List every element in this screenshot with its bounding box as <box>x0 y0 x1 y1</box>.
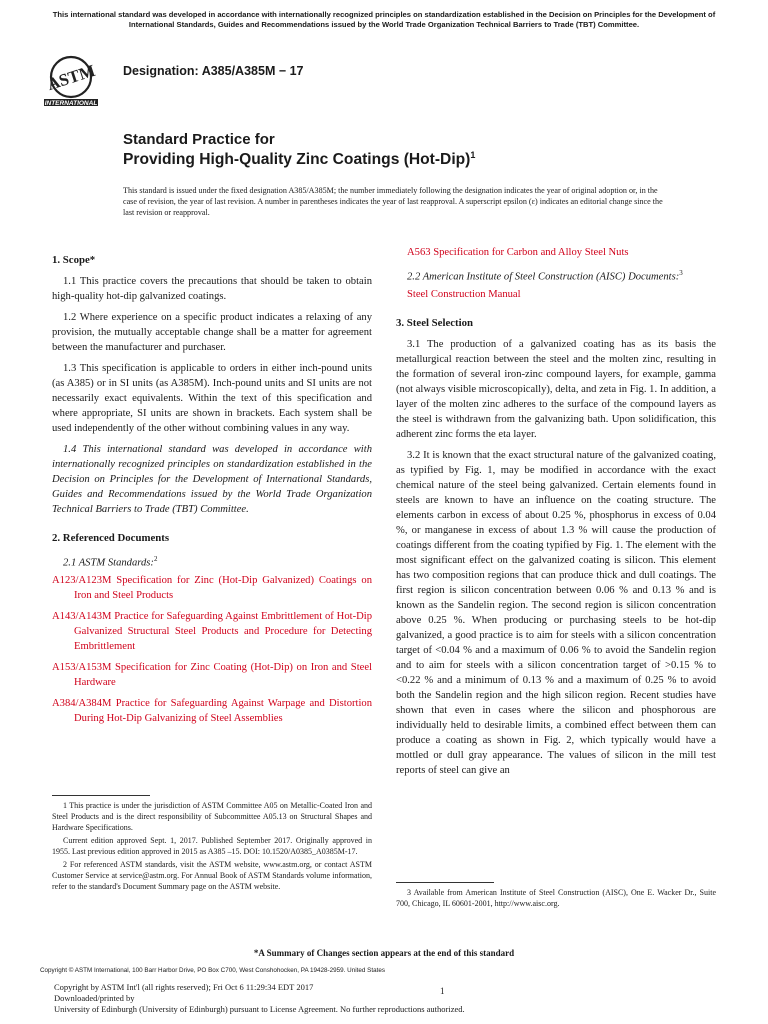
steel-3-1: 3.1 The production of a galvanized coating has as its basis the metallurgical reaction between the steel and the molten zinc, resulting in the formation of several iron-zinc compound layers, for example, gamma (not always visible microscopically), delta, and zeta in Fig. 1. In addition, a layer of the molten zinc adheres to the surface of the compound layers as the steel is withdrawn from the galvanizing bath. Upon solidification, this adherent zinc forms the eta layer. <box>396 338 716 440</box>
right-column <box>396 245 716 784</box>
scope-heading: 1. Scope* <box>52 254 96 266</box>
download-line-1: Copyright by ASTM Int'l (all rights reserved); Fri Oct 6 11:29:34 EDT 2017 <box>54 982 314 992</box>
copyright: Copyright © ASTM International, 100 Barr Harbor Drive, PO Box C700, West Conshohocken, PA 19428-2959. United States <box>40 967 385 974</box>
ref-a153[interactable]: A153/A153M Specification for Zinc Coating (Hot-Dip) on Iron and Steel Hardware <box>52 661 372 688</box>
ref-a123[interactable]: A123/A123M Specification for Zinc (Hot-Dip Galvanized) Coatings on Iron and Steel Products <box>52 574 372 601</box>
title-footnote-ref[interactable]: 1 <box>470 150 476 160</box>
ref-a384[interactable]: A384/A384M Practice for Safeguarding Against Warpage and Distortion During Hot-Dip Galvanizing of Steel Assemblies <box>52 697 372 724</box>
scope-1-3: 1.3 This specification is applicable to orders in either inch-pound units (as A385) or in SI units (as A385M). Inch-pound units and SI units are not necessarily exact equivalents. Within the text of this specification and where appropriate, SI units are shown in brackets. Each system shall be used independently of the other without combining values in any way. <box>52 363 372 434</box>
footnote-1-edition: Current edition approved Sept. 1, 2017. Published September 2017. Originally approved in 1955. Last previous edition approved in 2015 as A385 –15. DOI: 10.1520/A0385_A0385M-17. <box>52 836 372 856</box>
steel-3-2: 3.2 It is known that the exact structural nature of the galvanized coating, as typified by Fig. 1, may be modified in accordance with the exact chemical nature of the steel being galvanized. Certain elements found in steels are known to have an influence on the coating structure. The elements carbon in excess of about 0.25 %, phosphorus in excess of 0.04 %, or manganese in excess of about 1.3 % will cause the production of coatings different from the coating typified by Fig. 1. The element with the most significant effect on the galvanized coating is silicon. This element has two composition regions that can produce thick and dull coatings. The first region is silicon concentration between 0.06 % and 0.13 % and is known as the Sandelin region. The second region is silicon concentration above 0.25 %. When producing or purchasing steels to be hot-dip galvanized, a good practice is to aim for steels with a silicon concentration target of <0.04 % and a maximum of 0.06 % to avoid the Sandelin region and to aim for steels with a silicon concentration target of >0.15 % to <0.22 % and a minimum of 0.13 % and a maximum of 0.25 % to avoid both the Sandelin region and the high silicon region. Recent studies have shown that even in cases where the silicon and phosphorous are individually held to desirable limits, a combined effect between them can produce a coating as shown in Fig. 2, which typically would have a mottled or dull gray appearance. The values of silicon in the mill test reports of steel can give an <box>396 449 716 776</box>
astm-standards-intro: 2.1 ASTM Standards:$^2$ <box>63 555 158 569</box>
download-info <box>54 982 465 1015</box>
designation: Designation: A385/A385M − 17 <box>123 64 304 78</box>
ref-a563[interactable]: A563 Specification for Carbon and Alloy Steel Nuts <box>407 247 629 258</box>
steel-selection-heading: 3. Steel Selection <box>396 316 474 329</box>
footnote-1: 1 This practice is under the jurisdiction of ASTM Committee A05 on Metallic-Coated Iron and Steel Products and is the direct responsibility of Subcommittee A05.13 on Structural Shapes and Hardware Specifications. <box>52 801 372 832</box>
download-line-2: Downloaded/printed by <box>54 993 135 1003</box>
svg-text:ASTM: ASTM <box>44 60 98 95</box>
title-line-2 <box>123 150 475 169</box>
footnotes-right <box>396 882 716 911</box>
footnote-3: 3 Available from American Institute of Steel Construction (AISC), One E. Wacker Dr., Suite 700, Chicago, IL 60601-2001, http://www.aisc.org. <box>396 888 716 908</box>
scope-1-2: 1.2 Where experience on a specific product indicates a relaxing of any provision, the mutually acceptable change shall be a matter for agreement between the manufacturer and purchaser. <box>52 312 372 353</box>
footnote-2: 2 For referenced ASTM standards, visit the ASTM website, www.astm.org, or contact ASTM Customer Service at service@astm.org. For Annual Book of ASTM Standards volume information, refer to the standard's Document Summary page on the ASTM website. <box>52 860 372 891</box>
title-line-1: Standard Practice for <box>123 131 275 148</box>
references-heading: 2. Referenced Documents <box>52 532 170 544</box>
summary-of-changes-note: *A Summary of Changes section appears at the end of this standard <box>253 948 515 958</box>
footnotes-left <box>52 795 372 894</box>
page-number: 1 <box>440 986 445 996</box>
footnote-separator <box>396 882 494 883</box>
download-line-3: University of Edinburgh (University of Edinburgh) pursuant to License Agreement. No further reproductions authorized. <box>54 1004 465 1014</box>
astm-logo <box>38 55 104 111</box>
scope-1-4: 1.4 This international standard was developed in accordance with internationally recognized principles on standardization established in the Decision on Principles for the Development of International Standards, Guides and Recommendations issued by the World Trade Organization Technical Barriers to Trade (TBT) Committee. <box>52 444 372 515</box>
svg-text:INTERNATIONAL: INTERNATIONAL <box>44 100 98 107</box>
footnote-separator <box>52 795 150 796</box>
top-notice: This international standard was developed in accordance with internationally recognized principles on standardization established in the Decision on Principles for the Development of International Standards, Guides and Recommendations issued by the World Trade Organization Technical Barriers to Trade (TBT) Committee. <box>52 10 716 29</box>
ref-steel-construction-manual[interactable]: Steel Construction Manual <box>407 288 521 300</box>
scope-1-1: 1.1 This practice covers the precautions that should be taken to obtain high-quality hot-dip galvanized coatings. <box>52 276 372 302</box>
aisc-intro: 2.2 American Institute of Steel Construction (AISC) Documents:$^3$ <box>407 269 683 283</box>
left-column <box>52 245 372 732</box>
ref-a143[interactable]: A143/A143M Practice for Safeguarding Against Embrittlement of Hot-Dip Galvanized Structural Steel Products and Procedure for Detecting Embrittlement <box>52 610 372 652</box>
issued-note: This standard is issued under the fixed designation A385/A385M; the number immediately following the designation indicates the year of original adoption or, in the case of revision, the year of last revision. A number in parentheses indicates the year of last reapproval. A superscript epsilon (ε) indicates an editorial change since the last revision or reapproval. <box>123 186 663 217</box>
title-text: Providing High-Quality Zinc Coatings (Hot-Dip) <box>123 151 471 169</box>
